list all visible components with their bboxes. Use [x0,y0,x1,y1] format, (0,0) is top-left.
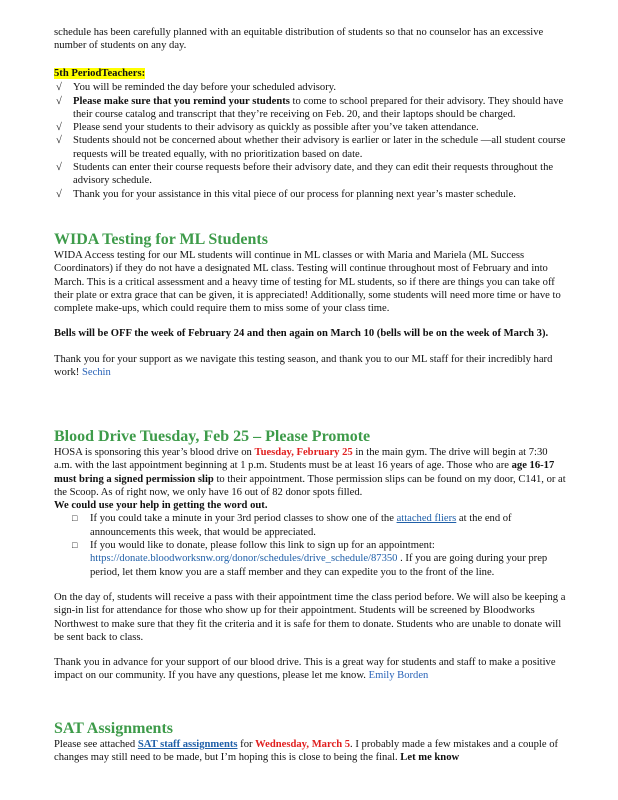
checkmark-bullet-icon: √ [56,82,62,94]
intro-text: schedule has been carefully planned with an equitable distribution of students so that no counselor has an excessive number of students on any day. [54,27,544,52]
sat-assignments-link[interactable]: SAT staff assignments [137,739,238,750]
teachers-section [54,67,566,201]
blood-text-b: in the main gym. The drive will begin at 7:30 a.m. with the last appointment beginning at 1 p.m. Students must be at least 16 years of age. Those who are [54,447,548,472]
teachers-bullet-list [54,81,566,201]
bells-notice: Bells will be OFF the week of February 24 and then again on March 10 (bells will be on the week of March 3). [54,328,549,340]
checkmark-bullet-icon: √ [56,162,62,174]
permission-slip-note: age 16-17 must bring a signed permission slip [54,460,555,485]
sat-text-b: for [237,739,256,750]
sat-heading: SAT Assignments [54,720,173,737]
blood-signer: Emily Borden [368,670,429,682]
wida-signer: Sechin [81,367,111,379]
bullet-text: Thank you for your assistance in this vital piece of our process for planning next year’s master schedule. [73,188,516,200]
teachers-bullet-item [54,188,566,201]
teachers-bullet-item [54,134,566,161]
donation-signup-link[interactable]: https://donate.bloodworksnw.org/donor/schedules/drive_schedule/87350 [90,553,398,565]
help-callout: We could use your help in getting the word out. [54,500,268,512]
square-bullet-icon: □ [72,513,78,524]
fliers-text-a: If you could take a minute in your 3rd period classes to show one of the [90,513,397,525]
blood-drive-paragraph [54,446,566,499]
bullet-text: You will be reminded the day before your scheduled advisory. [73,82,337,94]
bullet-bold-text: Please make sure that you remind your students [73,95,290,107]
blood-subitem-fliers [54,512,566,539]
blood-thanks-text: Thank you in advance for your support of our blood drive. This is a great way for students and staff to make a positive impact on our community. If you have any questions, please let me know. [54,657,556,682]
blood-drive-date: Tuesday, February 25 [254,447,353,458]
bullet-text: Students can enter their course requests before their advisory date, and they can edit their requests throughout the advisory schedule. [73,162,554,187]
sat-paragraph [54,738,566,765]
attached-fliers-link[interactable]: attached fliers [396,513,457,525]
checkmark-bullet-icon: √ [56,122,62,134]
wida-heading: WIDA Testing for ML Students [54,231,268,248]
fliers-text-b: at the end of announcements this week, that would be appreciated. [90,513,512,538]
sat-date: Wednesday, March 5 [255,739,351,750]
wida-paragraph: WIDA Access testing for our ML students will continue in ML classes or with Maria and Mariela (ML Success Coordinators) if they do not have a designated ML class. Testing will continue throughout most of February and into March. This is a critical assessment and a heavy time of testing for ML students, so if there are things you can take off their plate or extra grace that can be given, it is appreciated! Additionally, some students will need more time or have to complete make-ups, which could require them to miss some of your class time. [54,250,561,315]
teachers-bullet-item [54,95,566,122]
sat-text-d: Let me know [400,752,460,764]
checkmark-bullet-icon: √ [56,135,62,147]
teachers-heading: 5th PeriodTeachers: [54,68,146,79]
square-bullet-icon: □ [72,540,78,551]
donate-text-a: If you would like to donate, please follow this link to sign up for an appointment: [90,540,435,552]
blood-thanks-paragraph [54,656,566,683]
bullet-text: to come to school prepared for their advisory. They should have their course catalog and transcript that they’re receiving on Feb. 20, and their laptops should be charged. [73,95,564,120]
wida-thanks [54,353,566,380]
bullet-text: Please send your students to their advisory as quickly as possible after you’ve taken attendance. [73,122,479,134]
blood-text-c: to their appointment. Those permission slips can be found on my door, C141, or at the Scoop. As of right now, we only have 16 out of 82 donor spots filled. [54,473,566,498]
teachers-bullet-item [54,121,566,134]
blood-drive-heading: Blood Drive Tuesday, Feb 25 – Please Promote [54,428,371,445]
blood-day-of-paragraph: On the day of, students will receive a pass with their appointment time the class period before. We will also be keeping a sign-in list for attendance for those who show up for their appointment. Students will be screened by Bloodworks Northwest to make sure that they fit the criteria and it is safe for them to donate. Students who are unable to donate will be sent back to class. [54,591,566,643]
blood-subitem-donate [54,539,566,579]
blood-text-a: HOSA is sponsoring this year’s blood drive on [54,447,255,458]
checkmark-bullet-icon: √ [56,95,62,107]
checkmark-bullet-icon: √ [56,188,62,200]
bullet-text: Students should not be concerned about whether their advisory is earlier or later in the schedule —all student course requests will be treated equally, with no prioritization based on date. [73,135,566,160]
blood-drive-section [54,428,566,683]
sat-section [54,720,566,765]
teachers-bullet-item [54,81,566,94]
sat-text-a: Please see attached [54,739,138,750]
donate-text-b: . If you are going during your prep period, let them know you are a staff member and they can expedite you to the front of the line. [90,553,548,578]
wida-thanks-text: Thank you for your support as we navigate this testing season, and thank you to our ML staff for their incredibly hard work! [54,353,553,379]
sat-text-c: . I probably made a few mistakes and a couple of changes may still need to be made, but I’m hoping this is close to being the final. [54,739,559,764]
wida-section [54,231,566,379]
teachers-bullet-item [54,161,566,188]
